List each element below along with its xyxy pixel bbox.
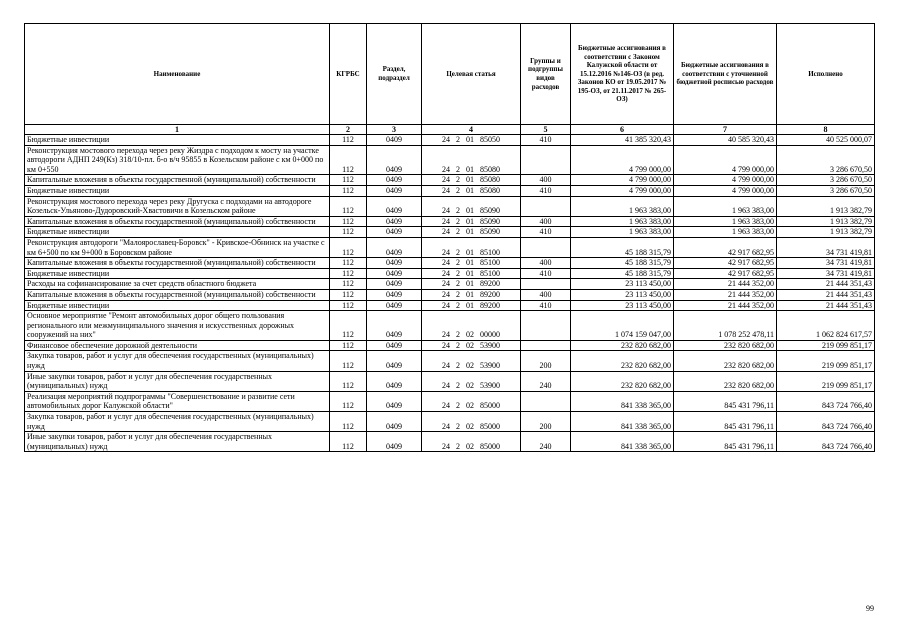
table-row xyxy=(25,216,875,227)
cell-target: 24 2 01 85100 xyxy=(422,268,521,279)
cell-budget-law: 45 188 315,79 xyxy=(571,258,674,269)
cell-executed: 843 724 766,40 xyxy=(777,391,875,411)
cell-budget-refined: 845 431 796,11 xyxy=(674,412,777,432)
cell-group xyxy=(521,311,571,341)
cell-executed: 34 731 419,81 xyxy=(777,237,875,257)
table-row xyxy=(25,185,875,196)
cell-target: 24 2 01 85090 xyxy=(422,216,521,227)
table-row xyxy=(25,432,875,452)
cell-budget-law: 1 963 383,00 xyxy=(571,196,674,216)
cell-kgrbs: 112 xyxy=(330,268,367,279)
column-numbers-row xyxy=(25,125,875,135)
cell-name: Иные закупки товаров, работ и услуг для обеспечения государственных (муниципальных) нужд xyxy=(25,371,330,391)
cell-kgrbs: 112 xyxy=(330,185,367,196)
cell-group xyxy=(521,145,571,175)
cell-name: Финансовое обеспечение дорожной деятельности xyxy=(25,340,330,351)
cell-name: Капитальные вложения в объекты государственной (муниципальной) собственности xyxy=(25,258,330,269)
header-executed: Исполнено xyxy=(777,24,875,125)
cell-section: 0409 xyxy=(367,196,422,216)
cell-section: 0409 xyxy=(367,432,422,452)
table-row xyxy=(25,289,875,300)
cell-group xyxy=(521,279,571,290)
header-groups: Группы и подгруппы видов расходов xyxy=(521,24,571,125)
cell-group xyxy=(521,196,571,216)
table-row xyxy=(25,145,875,175)
cell-group: 400 xyxy=(521,216,571,227)
cell-budget-law: 4 799 000,00 xyxy=(571,175,674,186)
cell-section: 0409 xyxy=(367,391,422,411)
cell-name: Бюджетные инвестиции xyxy=(25,300,330,311)
col-number: 4 xyxy=(422,125,521,135)
table-row xyxy=(25,311,875,341)
cell-executed: 3 286 670,50 xyxy=(777,175,875,186)
cell-target: 24 2 01 89200 xyxy=(422,289,521,300)
cell-group xyxy=(521,237,571,257)
cell-name: Капитальные вложения в объекты государственной (муниципальной) собственности xyxy=(25,289,330,300)
table-row xyxy=(25,391,875,411)
cell-section: 0409 xyxy=(367,135,422,146)
cell-section: 0409 xyxy=(367,412,422,432)
cell-group: 200 xyxy=(521,351,571,371)
cell-name: Расходы на софинансирование за счет средств областного бюджета xyxy=(25,279,330,290)
table-row xyxy=(25,268,875,279)
cell-section: 0409 xyxy=(367,279,422,290)
cell-name: Основное мероприятие "Ремонт автомобильных дорог общего пользования регионального или межмуниципального значения и искусственных дорожных сооружений на них" xyxy=(25,311,330,341)
cell-name: Закупка товаров, работ и услуг для обеспечения государственных (муниципальных) нужд xyxy=(25,351,330,371)
cell-executed: 40 525 000,07 xyxy=(777,135,875,146)
table-row xyxy=(25,279,875,290)
cell-kgrbs: 112 xyxy=(330,391,367,411)
cell-name: Бюджетные инвестиции xyxy=(25,227,330,238)
cell-target: 24 2 02 53900 xyxy=(422,371,521,391)
cell-kgrbs: 112 xyxy=(330,311,367,341)
cell-group xyxy=(521,340,571,351)
cell-budget-law: 4 799 000,00 xyxy=(571,185,674,196)
cell-name: Закупка товаров, работ и услуг для обеспечения государственных (муниципальных) нужд xyxy=(25,412,330,432)
cell-section: 0409 xyxy=(367,216,422,227)
cell-group: 410 xyxy=(521,185,571,196)
cell-target: 24 2 02 53900 xyxy=(422,340,521,351)
cell-budget-law: 41 385 320,43 xyxy=(571,135,674,146)
cell-group: 240 xyxy=(521,371,571,391)
cell-budget-refined: 4 799 000,00 xyxy=(674,145,777,175)
cell-budget-law: 232 820 682,00 xyxy=(571,371,674,391)
table-row xyxy=(25,258,875,269)
table-row xyxy=(25,227,875,238)
cell-executed: 219 099 851,17 xyxy=(777,351,875,371)
cell-section: 0409 xyxy=(367,340,422,351)
cell-kgrbs: 112 xyxy=(330,196,367,216)
cell-budget-refined: 21 444 352,00 xyxy=(674,300,777,311)
cell-budget-law: 4 799 000,00 xyxy=(571,145,674,175)
cell-section: 0409 xyxy=(367,311,422,341)
cell-budget-refined: 232 820 682,00 xyxy=(674,351,777,371)
table-row xyxy=(25,196,875,216)
cell-target: 24 2 01 85050 xyxy=(422,135,521,146)
cell-kgrbs: 112 xyxy=(330,175,367,186)
cell-section: 0409 xyxy=(367,258,422,269)
header-target: Целевая статья xyxy=(422,24,521,125)
header-kgrbs: КГРБС xyxy=(330,24,367,125)
cell-kgrbs: 112 xyxy=(330,258,367,269)
cell-target: 24 2 02 00000 xyxy=(422,311,521,341)
cell-group: 410 xyxy=(521,135,571,146)
cell-executed: 843 724 766,40 xyxy=(777,432,875,452)
table-row xyxy=(25,135,875,146)
cell-budget-refined: 42 917 682,95 xyxy=(674,237,777,257)
cell-budget-law: 23 113 450,00 xyxy=(571,300,674,311)
cell-group: 200 xyxy=(521,412,571,432)
cell-group xyxy=(521,391,571,411)
budget-table-container xyxy=(24,23,875,452)
table-header xyxy=(25,24,875,125)
cell-kgrbs: 112 xyxy=(330,237,367,257)
table-row xyxy=(25,412,875,432)
cell-budget-refined: 21 444 352,00 xyxy=(674,279,777,290)
cell-section: 0409 xyxy=(367,371,422,391)
header-name: Наименование xyxy=(25,24,330,125)
col-number: 5 xyxy=(521,125,571,135)
cell-section: 0409 xyxy=(367,145,422,175)
table-row xyxy=(25,351,875,371)
cell-target: 24 2 02 85000 xyxy=(422,412,521,432)
cell-target: 24 2 01 85080 xyxy=(422,175,521,186)
cell-target: 24 2 02 85000 xyxy=(422,391,521,411)
cell-budget-law: 45 188 315,79 xyxy=(571,237,674,257)
header-section: Раздел, подраздел xyxy=(367,24,422,125)
table-row xyxy=(25,340,875,351)
col-number: 3 xyxy=(367,125,422,135)
cell-target: 24 2 01 85100 xyxy=(422,258,521,269)
cell-section: 0409 xyxy=(367,185,422,196)
cell-executed: 219 099 851,17 xyxy=(777,371,875,391)
cell-budget-refined: 232 820 682,00 xyxy=(674,371,777,391)
cell-budget-law: 232 820 682,00 xyxy=(571,340,674,351)
cell-section: 0409 xyxy=(367,175,422,186)
cell-name: Капитальные вложения в объекты государственной (муниципальной) собственности xyxy=(25,216,330,227)
col-number: 8 xyxy=(777,125,875,135)
cell-budget-law: 45 188 315,79 xyxy=(571,268,674,279)
header-budget-refined: Бюджетные ассигнования в соответствии с уточненной бюджетной росписью расходов xyxy=(674,24,777,125)
cell-budget-refined: 1 963 383,00 xyxy=(674,227,777,238)
cell-section: 0409 xyxy=(367,237,422,257)
cell-kgrbs: 112 xyxy=(330,135,367,146)
cell-name: Реконструкция мостового перехода через реку Другуска с подходами на автодороге Козельск-Ульяново-Дудоровский-Хвастовичи в Козельском районе xyxy=(25,196,330,216)
cell-target: 24 2 01 85080 xyxy=(422,185,521,196)
page-number: 99 xyxy=(866,604,874,613)
cell-kgrbs: 112 xyxy=(330,145,367,175)
cell-name: Реализация мероприятий подпрограммы "Совершенствование и развитие сети автомобильных дорог Калужской области" xyxy=(25,391,330,411)
cell-budget-refined: 845 431 796,11 xyxy=(674,432,777,452)
cell-budget-law: 1 963 383,00 xyxy=(571,227,674,238)
table-row xyxy=(25,175,875,186)
cell-section: 0409 xyxy=(367,289,422,300)
cell-target: 24 2 01 85080 xyxy=(422,145,521,175)
cell-name: Бюджетные инвестиции xyxy=(25,185,330,196)
cell-budget-refined: 4 799 000,00 xyxy=(674,185,777,196)
col-number: 1 xyxy=(25,125,330,135)
cell-target: 24 2 01 89200 xyxy=(422,279,521,290)
cell-kgrbs: 112 xyxy=(330,432,367,452)
cell-budget-law: 1 074 159 047,00 xyxy=(571,311,674,341)
cell-budget-refined: 42 917 682,95 xyxy=(674,258,777,269)
cell-budget-refined: 845 431 796,11 xyxy=(674,391,777,411)
cell-target: 24 2 01 85090 xyxy=(422,227,521,238)
cell-target: 24 2 01 85090 xyxy=(422,196,521,216)
cell-executed: 1 913 382,79 xyxy=(777,196,875,216)
cell-budget-law: 23 113 450,00 xyxy=(571,279,674,290)
cell-kgrbs: 112 xyxy=(330,289,367,300)
cell-kgrbs: 112 xyxy=(330,216,367,227)
cell-budget-refined: 1 963 383,00 xyxy=(674,196,777,216)
cell-executed: 34 731 419,81 xyxy=(777,268,875,279)
cell-group: 410 xyxy=(521,227,571,238)
cell-section: 0409 xyxy=(367,300,422,311)
cell-name: Бюджетные инвестиции xyxy=(25,135,330,146)
cell-target: 24 2 02 85000 xyxy=(422,432,521,452)
col-number: 6 xyxy=(571,125,674,135)
cell-section: 0409 xyxy=(367,351,422,371)
cell-executed: 3 286 670,50 xyxy=(777,185,875,196)
cell-executed: 1 913 382,79 xyxy=(777,216,875,227)
col-number: 2 xyxy=(330,125,367,135)
table-row xyxy=(25,300,875,311)
cell-group: 400 xyxy=(521,175,571,186)
cell-name: Капитальные вложения в объекты государственной (муниципальной) собственности xyxy=(25,175,330,186)
cell-name: Реконструкция мостового перехода через реку Жиздра с подходом к мосту на участке автодороги АДНП 249(Кз) 318/10-пл. б-о в/ч 95855 в Козельском районе с км 0+000 по км 0+550 xyxy=(25,145,330,175)
cell-executed: 3 286 670,50 xyxy=(777,145,875,175)
table-row xyxy=(25,371,875,391)
header-budget-law: Бюджетные ассигнования в соответствии с Законом Калужской области от 15.12.2016 №146-ОЗ (в ред. Законов КО от 19.05.2017 № 195-ОЗ, от 21.11.2017 № 265-ОЗ) xyxy=(571,24,674,125)
cell-kgrbs: 112 xyxy=(330,279,367,290)
cell-budget-law: 841 338 365,00 xyxy=(571,432,674,452)
cell-budget-refined: 42 917 682,95 xyxy=(674,268,777,279)
cell-executed: 21 444 351,43 xyxy=(777,289,875,300)
cell-budget-refined: 1 078 252 478,11 xyxy=(674,311,777,341)
cell-kgrbs: 112 xyxy=(330,371,367,391)
cell-executed: 219 099 851,17 xyxy=(777,340,875,351)
cell-kgrbs: 112 xyxy=(330,300,367,311)
cell-budget-refined: 4 799 000,00 xyxy=(674,175,777,186)
cell-kgrbs: 112 xyxy=(330,351,367,371)
table-row xyxy=(25,237,875,257)
cell-name: Реконструкция автодороги "Малоярославец-Боровск" - Кривское-Обнинск на участке с км 6+500 по км 9+000 в Боровском районе xyxy=(25,237,330,257)
cell-budget-law: 23 113 450,00 xyxy=(571,289,674,300)
cell-target: 24 2 01 85100 xyxy=(422,237,521,257)
cell-kgrbs: 112 xyxy=(330,340,367,351)
cell-budget-refined: 21 444 352,00 xyxy=(674,289,777,300)
cell-budget-law: 841 338 365,00 xyxy=(571,391,674,411)
cell-budget-refined: 1 963 383,00 xyxy=(674,216,777,227)
cell-name: Бюджетные инвестиции xyxy=(25,268,330,279)
cell-budget-refined: 40 585 320,43 xyxy=(674,135,777,146)
cell-budget-law: 232 820 682,00 xyxy=(571,351,674,371)
cell-kgrbs: 112 xyxy=(330,227,367,238)
cell-target: 24 2 02 53900 xyxy=(422,351,521,371)
cell-group: 410 xyxy=(521,300,571,311)
cell-executed: 1 062 824 617,57 xyxy=(777,311,875,341)
cell-executed: 843 724 766,40 xyxy=(777,412,875,432)
cell-executed: 1 913 382,79 xyxy=(777,227,875,238)
cell-budget-law: 1 963 383,00 xyxy=(571,216,674,227)
cell-budget-law: 841 338 365,00 xyxy=(571,412,674,432)
cell-executed: 21 444 351,43 xyxy=(777,279,875,290)
cell-executed: 34 731 419,81 xyxy=(777,258,875,269)
col-number: 7 xyxy=(674,125,777,135)
cell-section: 0409 xyxy=(367,268,422,279)
cell-group: 400 xyxy=(521,289,571,300)
cell-target: 24 2 01 89200 xyxy=(422,300,521,311)
cell-name: Иные закупки товаров, работ и услуг для обеспечения государственных (муниципальных) нужд xyxy=(25,432,330,452)
cell-group: 410 xyxy=(521,268,571,279)
cell-group: 240 xyxy=(521,432,571,452)
cell-kgrbs: 112 xyxy=(330,412,367,432)
cell-budget-refined: 232 820 682,00 xyxy=(674,340,777,351)
cell-group: 400 xyxy=(521,258,571,269)
budget-table xyxy=(24,23,875,452)
cell-section: 0409 xyxy=(367,227,422,238)
cell-executed: 21 444 351,43 xyxy=(777,300,875,311)
table-body xyxy=(25,125,875,452)
